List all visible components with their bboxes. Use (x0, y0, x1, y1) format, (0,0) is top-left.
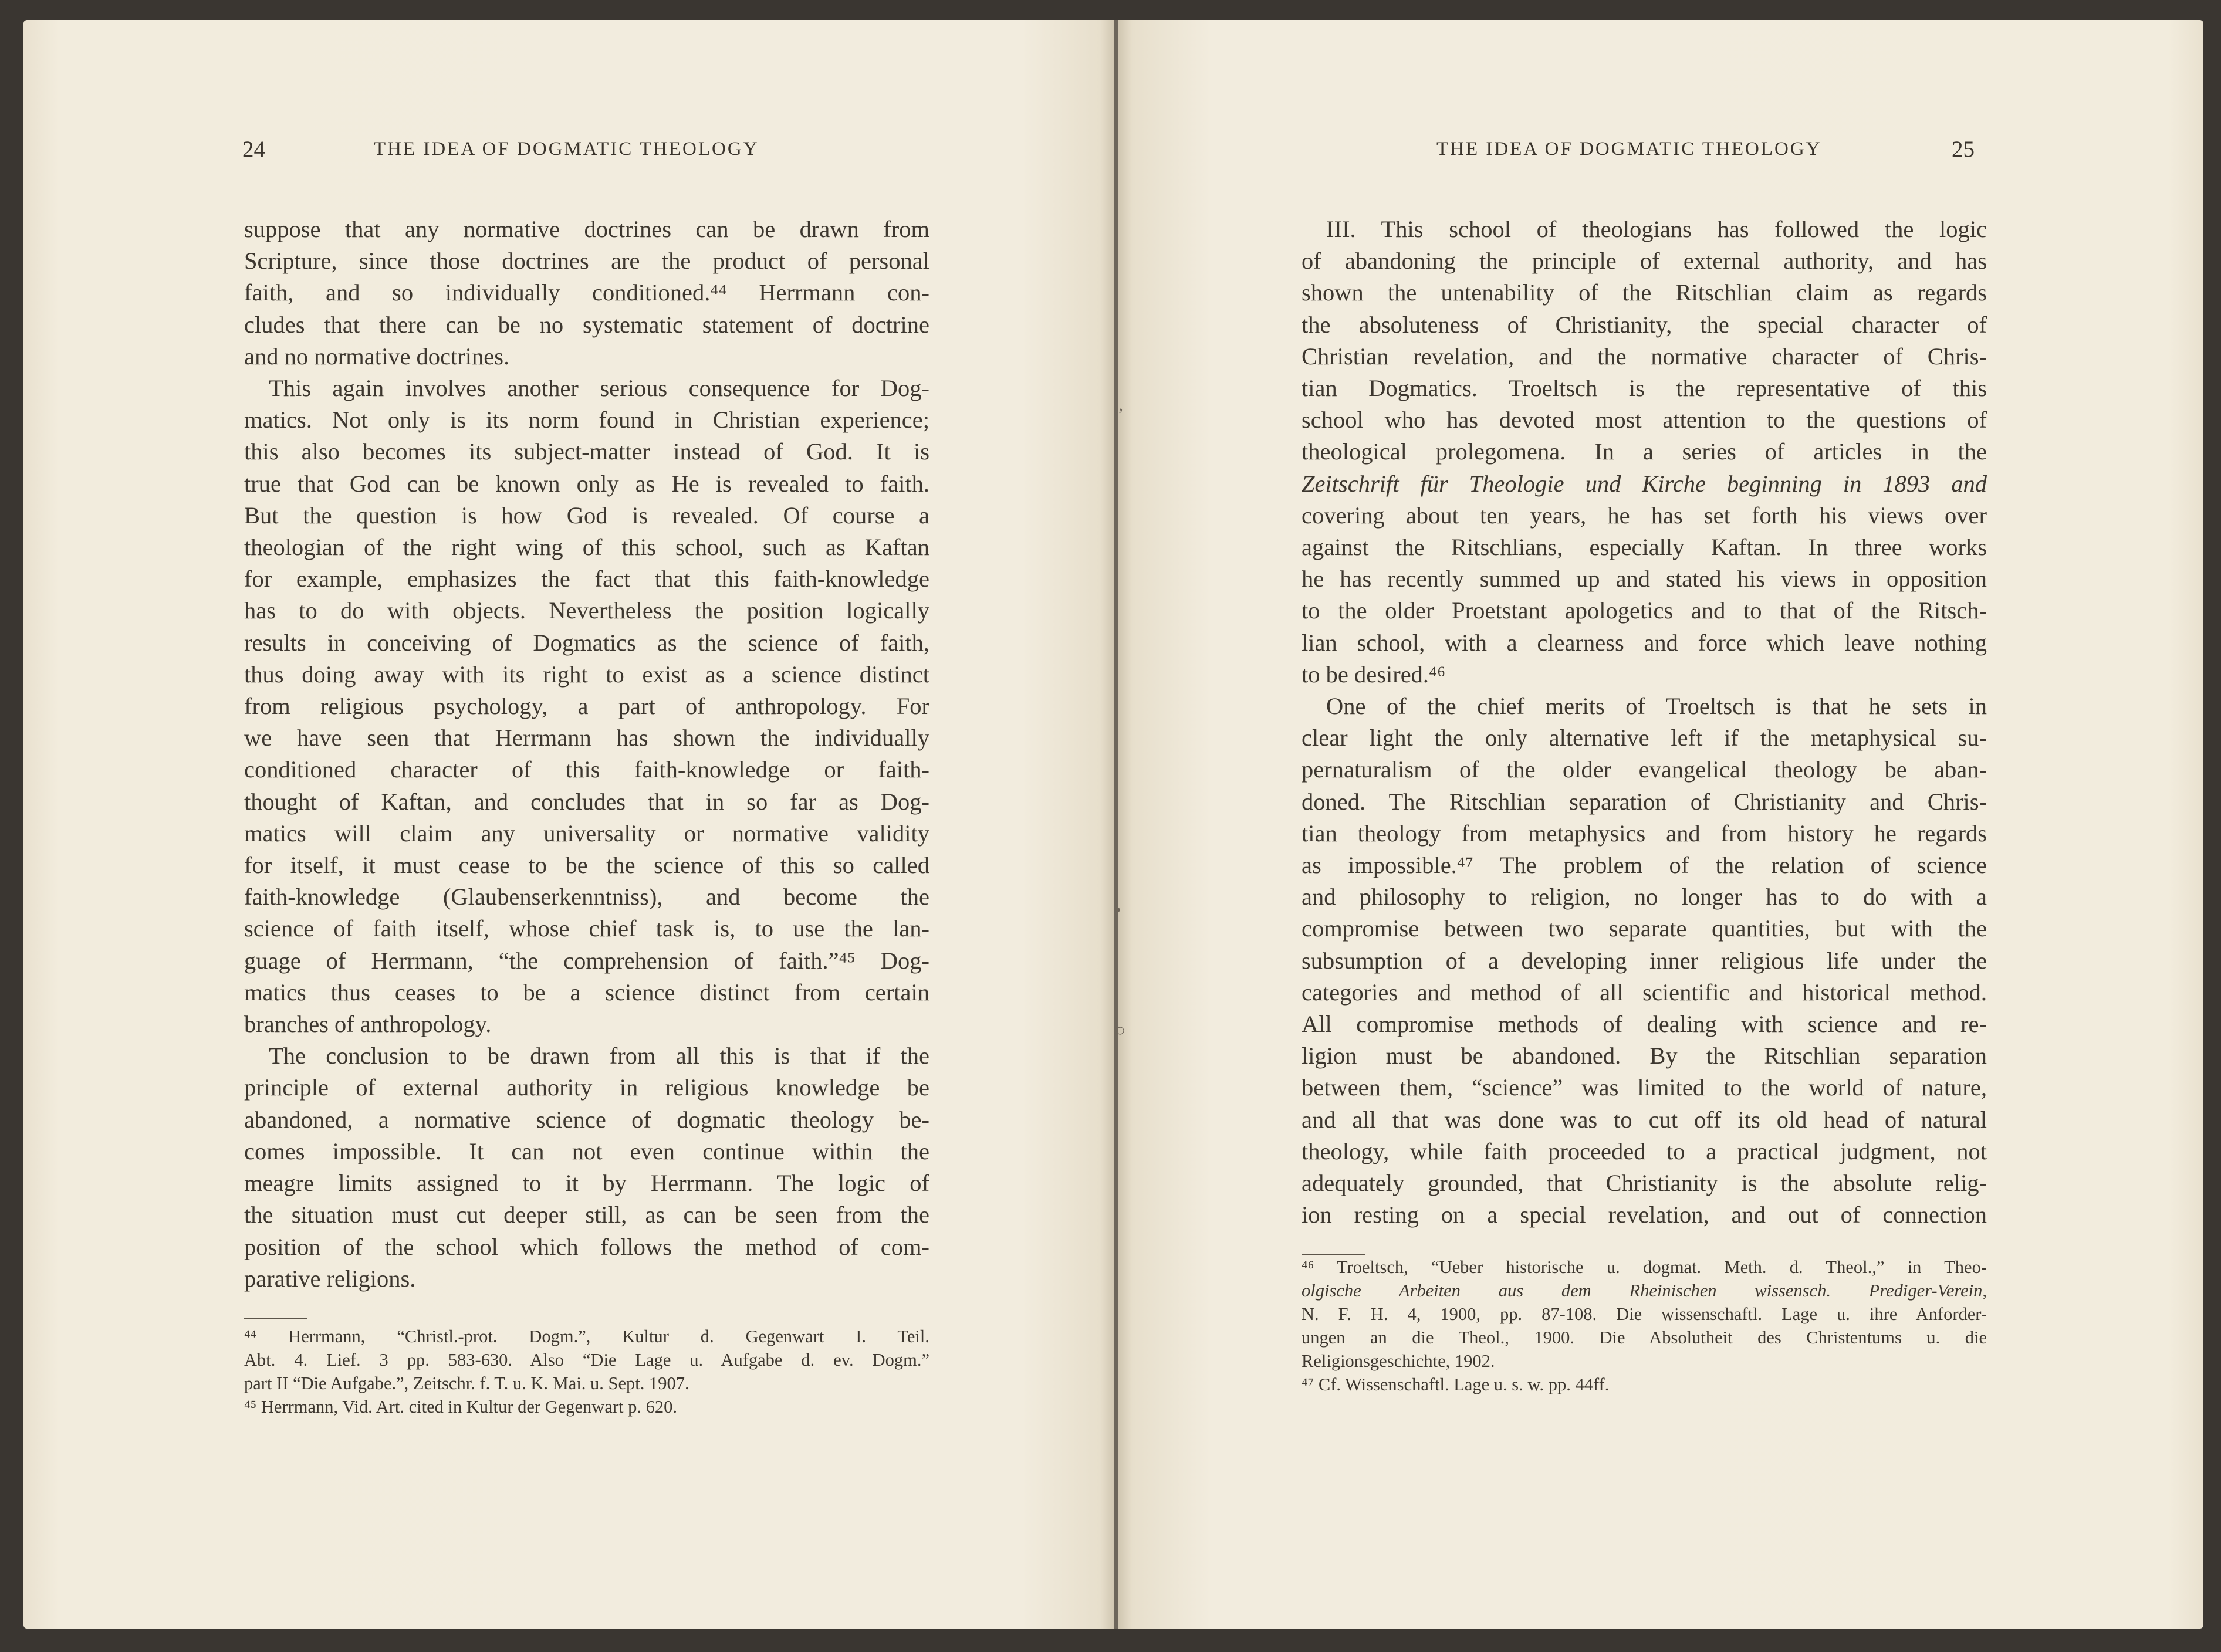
text-line: and all that was done was to cut off its old head of natural (1302, 1106, 1987, 1133)
right-body-text (1302, 214, 1987, 1231)
text-line: thought of Kaftan, and concludes that in so far as Dog- (244, 788, 929, 815)
text-line: school who has devoted most attention to the questions of (1302, 407, 1987, 434)
text-line: matics will claim any universality or normative validity (244, 820, 929, 847)
left-body-text (244, 214, 929, 1295)
text-line: But the question is how God is revealed. Of course a (244, 502, 929, 529)
text-line: III. This school of theologians has followed the logic (1326, 216, 1987, 242)
text-line: meagre limits assigned to it by Herrmann. The logic of (244, 1170, 929, 1197)
left-footnotes (244, 1325, 929, 1419)
text-line: the absoluteness of Christianity, the special character of (1302, 311, 1987, 338)
text-line: clear light the only alternative left if the metaphysical su- (1302, 725, 1987, 751)
text-line: This again involves another serious consequence for Dog- (269, 375, 929, 402)
text-line: has to do with objects. Nevertheless the position logically (244, 597, 929, 624)
footnote-line: N. F. H. 4, 1900, pp. 87-108. Die wissenschaftl. Lage u. ihre Anforder- (1302, 1304, 1987, 1324)
text-line: faith, and so individually conditioned.⁴⁴ Herrmann con- (244, 279, 929, 306)
text-line: lian school, with a clearness and force which leave nothing (1302, 629, 1987, 656)
text-line: adequately grounded, that Christianity is the absolute relig- (1302, 1170, 1987, 1197)
right-footnote-rule (1302, 1254, 1365, 1255)
binding-mark: ’ (1118, 405, 1124, 424)
right-running-head: THE IDEA OF DOGMATIC THEOLOGY (1436, 138, 1822, 160)
left-footnote-rule (244, 1318, 307, 1319)
text-line: Christian revelation, and the normative character of Chris- (1302, 343, 1987, 370)
text-line: cludes that there can be no systematic statement of doctrine (244, 311, 929, 338)
left-running-head: THE IDEA OF DOGMATIC THEOLOGY (374, 138, 759, 160)
text-line: between them, “science” was limited to the world of nature, (1302, 1074, 1987, 1101)
footnote-line: olgische Arbeiten aus dem Rheinischen wissensch. Prediger-Verein, (1302, 1281, 1987, 1301)
text-line: thus doing away with its right to exist as a science distinct (244, 661, 929, 688)
text-line: compromise between two separate quantities, but with the (1302, 915, 1987, 942)
text-line: ligion must be abandoned. By the Ritschlian separation (1302, 1042, 1987, 1069)
text-line: guage of Herrmann, “the comprehension of faith.”⁴⁵ Dog- (244, 947, 929, 974)
text-line: position of the school which follows the method of com- (244, 1233, 929, 1260)
text-line: principle of external authority in religious knowledge be (244, 1074, 929, 1101)
text-line: for itself, it must cease to be the science of this so called (244, 852, 929, 879)
footnote-line: part II “Die Aufgabe.”, Zeitschr. f. T. u. K. Mai. u. Sept. 1907. (244, 1373, 689, 1393)
text-line: from religious psychology, a part of anthropology. For (244, 693, 929, 720)
text-line: parative religions. (244, 1265, 416, 1292)
text-line: and philosophy to religion, no longer has to do with a (1302, 883, 1987, 910)
binding-mark: ○ (1115, 1021, 1126, 1040)
text-line: Scripture, since those doctrines are the product of personal (244, 248, 929, 275)
text-line: theologian of the right wing of this school, such as Kaftan (244, 534, 929, 561)
text-line: we have seen that Herrmann has shown the individually (244, 725, 929, 751)
binding-mark: • (1115, 901, 1121, 920)
text-line: science of faith itself, whose chief task is, to use the lan- (244, 915, 929, 942)
text-line: tian Dogmatics. Troeltsch is the representative of this (1302, 375, 1987, 402)
text-line: of abandoning the principle of external authority, and has (1302, 248, 1987, 275)
text-line: and no normative doctrines. (244, 343, 510, 370)
text-line: subsumption of a developing inner religious life under the (1302, 947, 1987, 974)
text-line: One of the chief merits of Troeltsch is that he sets in (1326, 693, 1987, 720)
left-page-number: 24 (242, 137, 265, 162)
text-line: ion resting on a special revelation, and out of connection (1302, 1201, 1987, 1228)
text-line: theological prolegomena. In a series of articles in the (1302, 438, 1987, 465)
text-line: he has recently summed up and stated his views in opposition (1302, 566, 1987, 593)
right-footnotes (1302, 1255, 1987, 1396)
text-line: faith-knowledge (Glaubenserkenntniss), and become the (244, 883, 929, 910)
text-line: categories and method of all scientific and historical method. (1302, 979, 1987, 1006)
text-line: conditioned character of this faith-knowledge or faith- (244, 756, 929, 783)
text-line: branches of anthropology. (244, 1011, 492, 1038)
text-line: results in conceiving of Dogmatics as the science of faith, (244, 629, 929, 656)
text-line: comes impossible. It can not even continue within the (244, 1138, 929, 1164)
footnote-line: Abt. 4. Lief. 3 pp. 583-630. Also “Die Lage u. Aufgabe d. ev. Dogm.” (244, 1350, 929, 1370)
footnote-line: ⁴⁷ Cf. Wissenschaftl. Lage u. s. w. pp. 44ff. (1302, 1375, 1610, 1394)
text-line: true that God can be known only as He is revealed to faith. (244, 470, 929, 497)
right-page-number: 25 (1952, 137, 1975, 162)
text-line: Zeitschrift für Theologie und Kirche beginning in 1893 and (1302, 470, 1987, 497)
text-line: The conclusion to be drawn from all this is that if the (269, 1042, 929, 1069)
text-line: to the older Proetstant apologetics and to that of the Ritsch- (1302, 597, 1987, 624)
text-line: tian theology from metaphysics and from history he regards (1302, 820, 1987, 847)
text-line: suppose that any normative doctrines can be drawn from (244, 216, 929, 242)
footnote-line: ⁴⁶ Troeltsch, “Ueber historische u. dogmat. Meth. d. Theol.,” in Theo- (1302, 1257, 1987, 1277)
footnote-line: ungen an die Theol., 1900. Die Absolutheit des Christentums u. die (1302, 1328, 1987, 1348)
footnote-line: Religionsgeschichte, 1902. (1302, 1351, 1495, 1371)
text-line: to be desired.⁴⁶ (1302, 661, 1446, 688)
text-line: doned. The Ritschlian separation of Christianity and Chris- (1302, 788, 1987, 815)
text-line: for example, emphasizes the fact that this faith-knowledge (244, 566, 929, 593)
text-line: theology, while faith proceeded to a practical judgment, not (1302, 1138, 1987, 1164)
text-line: as impossible.⁴⁷ The problem of the relation of science (1302, 852, 1987, 879)
text-line: the situation must cut deeper still, as can be seen from the (244, 1201, 929, 1228)
text-line: this also becomes its subject-matter instead of God. It is (244, 438, 929, 465)
footnote-line: ⁴⁵ Herrmann, Vid. Art. cited in Kultur der Gegenwart p. 620. (244, 1397, 677, 1417)
text-line: covering about ten years, he has set forth his views over (1302, 502, 1987, 529)
footnote-line: ⁴⁴ Herrmann, “Christl.-prot. Dogm.”, Kultur d. Gegenwart I. Teil. (244, 1326, 929, 1346)
text-line: matics. Not only is its norm found in Christian experience; (244, 407, 929, 434)
text-line: matics thus ceases to be a science distinct from certain (244, 979, 929, 1006)
text-line: against the Ritschlians, especially Kaftan. In three works (1302, 534, 1987, 561)
text-line: abandoned, a normative science of dogmatic theology be- (244, 1106, 929, 1133)
text-line: shown the untenability of the Ritschlian claim as regards (1302, 279, 1987, 306)
text-line: All compromise methods of dealing with science and re- (1302, 1011, 1987, 1038)
text-line: pernaturalism of the older evangelical theology be aban- (1302, 756, 1987, 783)
